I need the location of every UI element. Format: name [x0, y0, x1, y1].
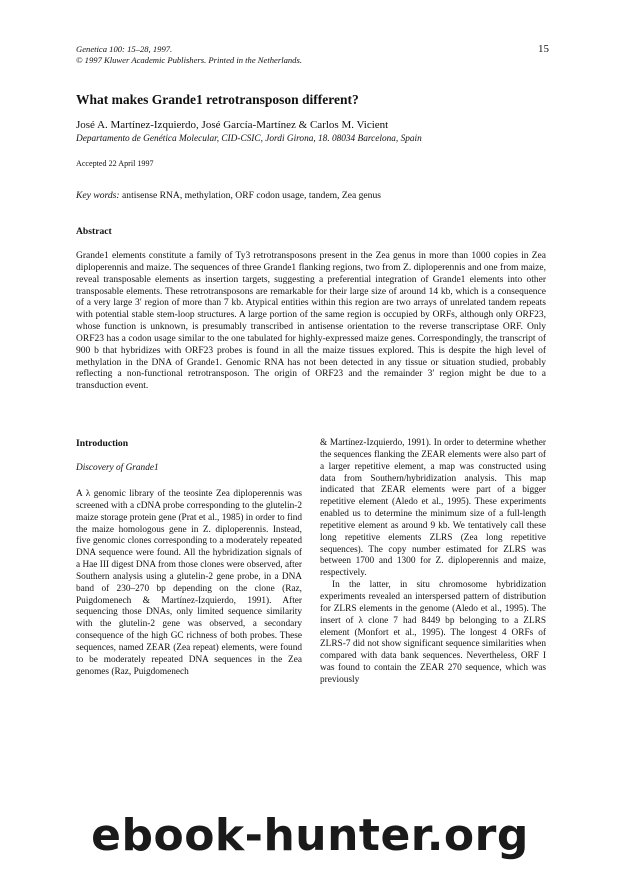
left-column-text: A λ genomic library of the teosinte Zea diploperennis was screened with a cDNA probe corresponding to the glutelin-2 maize storage protein gene (Prat et al., 1985) in order to find the maize homologous gene in Z. diploperennis. Instead, five genomic clones corresponding to a moderately repeated DNA sequence were found. All the hybridization signals of a Hae III digest DNA from those clones were observed, after Southern analysis using a glutelin-2 gene probe, in a DNA band of 230–270 bp depending on the clone (Raz, Puigdomenech & Martínez-Izquierdo, 1991). After sequencing those DNAs, only limited sequence similarity with the glutelin-2 gene was observed, a secondary consequence of the high GC richness of both probes. These sequences, named ZEAR (Zea repeat) elements, were found to be moderately repeated DNA sequences in the Zea genomes (Raz, Puigdomenech — [76, 489, 302, 677]
keywords — [76, 190, 381, 201]
introduction-heading: Introduction — [76, 438, 129, 449]
affiliation: Departamento de Genética Molecular, CID-CSIC, Jordi Girona, 18. 08034 Barcelona, Spain — [76, 134, 422, 144]
author-list: José A. Martínez-Izquierdo, José García-Martínez & Carlos M. Vicient — [76, 119, 389, 131]
paper-title: What makes Grande1 retrotransposon different? — [76, 92, 359, 107]
abstract-heading: Abstract — [76, 226, 112, 237]
journal-citation — [76, 44, 302, 66]
watermark: ebook-hunter.org — [91, 810, 529, 861]
page-number: 15 — [538, 43, 549, 55]
abstract-body: Grande1 elements constitute a family of Ty3 retrotransposons present in the Zea genus in more than 1000 copies in Zea diploperennis and maize. The sequences of three Grande1 flanking regions, two from Z. diploperennis and one from maize, reveal transposable elements as insertion targets, suggesting a preferential integration of Grande1 elements into other transposable elements. These retrotransposons are remarkable for their large size of around 14 kb, which is a consequence of a very large 3′ region of more than 7 kb. Atypical entities within this region are two arrays of unrelated tandem repeats with potential stable stem-loop structures. A large portion of the same region is occupied by ORFs, although only ORF23, whose function is unknown, is presumably transcribed in antisense orientation to the reverse transcriptase ORF. Only ORF23 has a codon usage similar to the one tabulated for highly-expressed maize genes. Correspondingly, the transcript of 900 b that hybridizes with ORF23 probes is found in all the maize tissues explored. This is despite the high level of methylation in the DNA of Grande1. Genomic RNA has not been detected in any tissue or situation studied, probably reflecting a non-functional retrotransposon. The origin of ORF23 and the remainder 3′ region might be due to a transduction event. — [76, 251, 546, 392]
journal-line-1: Genetica 100: 15–28, 1997. — [76, 44, 173, 54]
keywords-label: Key words: — [76, 190, 120, 201]
right-column — [320, 438, 546, 687]
accepted-date: Accepted 22 April 1997 — [76, 159, 154, 168]
section-subheading: Discovery of Grande1 — [76, 463, 159, 473]
journal-line-2: © 1997 Kluwer Academic Publishers. Printed in the Netherlands. — [76, 55, 302, 65]
keywords-text: antisense RNA, methylation, ORF codon usage, tandem, Zea genus — [122, 190, 382, 201]
right-column-paragraph-1: & Martínez-Izquierdo, 1991). In order to determine whether the sequences flanking the ZEAR elements were also part of a larger repetitive element, a map was constructed using data from Southern/hybridization analysis. This map indicated that ZEAR elements were part of a bigger repetitive element (Aledo et al., 1995). These experiments enabled us to determine the minimum size of a full-length repetitive element as around 9 kb. We tentatively call these long repetitive elements ZLRS (Zea long repetitive sequences). The copy number estimated for ZLRS was between 1700 and 1300 for Z. diploperennis and maize, respectively. — [320, 438, 546, 579]
right-column-paragraph-2: In the latter, in situ chromosome hybridization experiments revealed an interspersed pattern of distribution for ZLRS elements in the genome (Aledo et al., 1995). The insert of λ clone 7 had 8449 bp belonging to a ZLRS element (Monfort et al., 1995). The longest 4 ORFs of ZLRS-7 did not show significant sequence similarities when compared with data bank sequences. Nevertheless, ORF I was found to contain the ZEAR 270 sequence, which was previously — [320, 580, 546, 685]
